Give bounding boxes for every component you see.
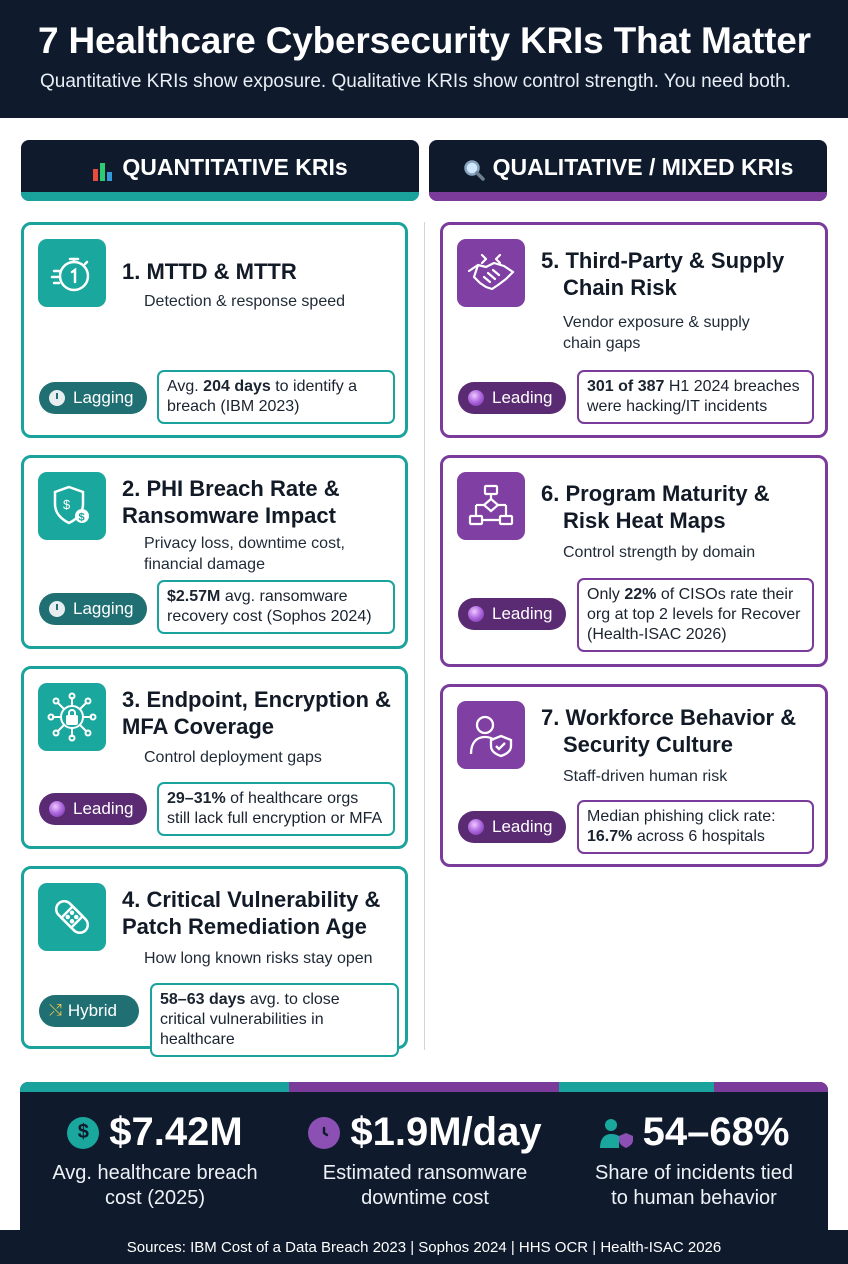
kri-card-vulnerability-patch (21, 866, 408, 1049)
clock-icon (308, 1117, 340, 1149)
badge-leading: Leading (458, 598, 566, 630)
sources-footer: Sources: IBM Cost of a Data Breach 2023 | Sophos 2024 | HHS OCR | Health-ISAC 2026 (0, 1230, 848, 1264)
column-header-label: QUALITATIVE / MIXED KRIs (492, 154, 794, 180)
card-title: 5. Third-Party & Supply Chain Risk (541, 248, 785, 300)
card-title: 2. PHI Breach Rate & Ransomware Impact (122, 476, 340, 528)
dollar-icon: $ (67, 1117, 99, 1149)
bar-chart-icon (92, 161, 114, 181)
crystal-ball-icon (49, 801, 65, 817)
accent-strip (20, 1082, 289, 1092)
column-header-label: QUANTITATIVE KRIs (122, 154, 348, 180)
card-subtitle: Control strength by domain (563, 544, 756, 561)
card-subtitle: Privacy loss, downtime cost, financial damage (144, 535, 345, 573)
clock-icon (49, 601, 65, 617)
metric-human-behavior: 54–68% Share of incidents tied to human behavior (595, 1110, 793, 1209)
column-header-quantitative (21, 140, 419, 201)
badge-lagging: Lagging (39, 593, 147, 625)
bandage-icon (38, 883, 106, 951)
network-lock-icon (38, 683, 106, 751)
stat-box: Median phishing click rate: 16.7% across 6 hospitals (577, 800, 814, 854)
column-accent-bar (429, 192, 827, 201)
handshake-icon (457, 239, 525, 307)
metric-downtime-cost: $1.9M/day Estimated ransomware downtime cost (290, 1110, 560, 1211)
stat-box: $2.57M avg. ransomware recovery cost (Sophos 2024) (157, 580, 395, 634)
card-title: 7. Workforce Behavior & Security Culture (541, 705, 797, 757)
badge-lagging: Lagging (39, 382, 147, 414)
badge-leading: Leading (39, 793, 147, 825)
kri-card-mttd-mttr (21, 222, 408, 438)
page-title: 7 Healthcare Cybersecurity KRIs That Matter (38, 20, 811, 61)
kri-card-program-maturity (440, 455, 828, 667)
stopwatch-icon (38, 239, 106, 307)
card-subtitle: Control deployment gaps (144, 749, 322, 766)
user-shield-icon (457, 701, 525, 769)
kri-card-third-party (440, 222, 828, 438)
kri-card-endpoint-coverage (21, 666, 408, 849)
crystal-ball-icon (468, 819, 484, 835)
crystal-ball-icon (468, 390, 484, 406)
magnifier-icon (463, 161, 485, 181)
metric-breach-cost: $ $7.42M Avg. healthcare breach cost (2025) (52, 1110, 258, 1209)
column-divider (424, 222, 425, 1050)
flowchart-icon (457, 472, 525, 540)
column-header-qualitative (429, 140, 827, 201)
crystal-ball-icon (468, 606, 484, 622)
clock-icon (49, 390, 65, 406)
stat-box: Only 22% of CISOs rate their org at top 2 levels for Recover (Health-ISAC 2026) (577, 578, 814, 652)
card-subtitle: Detection & response speed (144, 293, 346, 310)
stat-box: Avg. 204 days to identify a breach (IBM 2023) (157, 370, 395, 424)
card-title: 6. Program Maturity & Risk Heat Maps (541, 481, 770, 533)
card-title: 4. Critical Vulnerability & Patch Remediation Age (122, 887, 381, 939)
badge-hybrid: ⤭ Hybrid (39, 995, 139, 1027)
page-subtitle: Quantitative KRIs show exposure. Qualitative KRIs show control strength. You need both. (40, 71, 791, 92)
card-subtitle: Staff-driven human risk (563, 768, 728, 785)
badge-leading: Leading (458, 382, 566, 414)
card-subtitle: Vendor exposure & supply chain gaps (563, 314, 750, 352)
badge-leading: Leading (458, 811, 566, 843)
card-subtitle: How long known risks stay open (144, 950, 373, 967)
stat-box: 301 of 387 H1 2024 breaches were hacking/IT incidents (577, 370, 814, 424)
stat-box: 29–31% of healthcare orgs still lack full encryption or MFA (157, 782, 395, 836)
header-banner (0, 0, 848, 118)
card-title: 1. MTTD & MTTR (122, 259, 297, 284)
kri-card-phi-breach (21, 455, 408, 649)
kri-card-workforce-behavior (440, 684, 828, 867)
card-title: 3. Endpoint, Encryption & MFA Coverage (122, 687, 391, 739)
stat-box: 58–63 days avg. to close critical vulnerabilities in healthcare (150, 983, 399, 1057)
accent-strip (289, 1082, 559, 1092)
accent-strip (559, 1082, 714, 1092)
column-accent-bar (21, 192, 419, 201)
shield-dollar-icon (38, 472, 106, 540)
metrics-banner (20, 1082, 828, 1230)
accent-strip (714, 1082, 828, 1092)
svg-text:$: $ (78, 511, 85, 524)
svg-text:$: $ (63, 497, 71, 512)
shuffle-icon: ⤭ (49, 1002, 62, 1019)
user-shield-icon (599, 1117, 635, 1149)
